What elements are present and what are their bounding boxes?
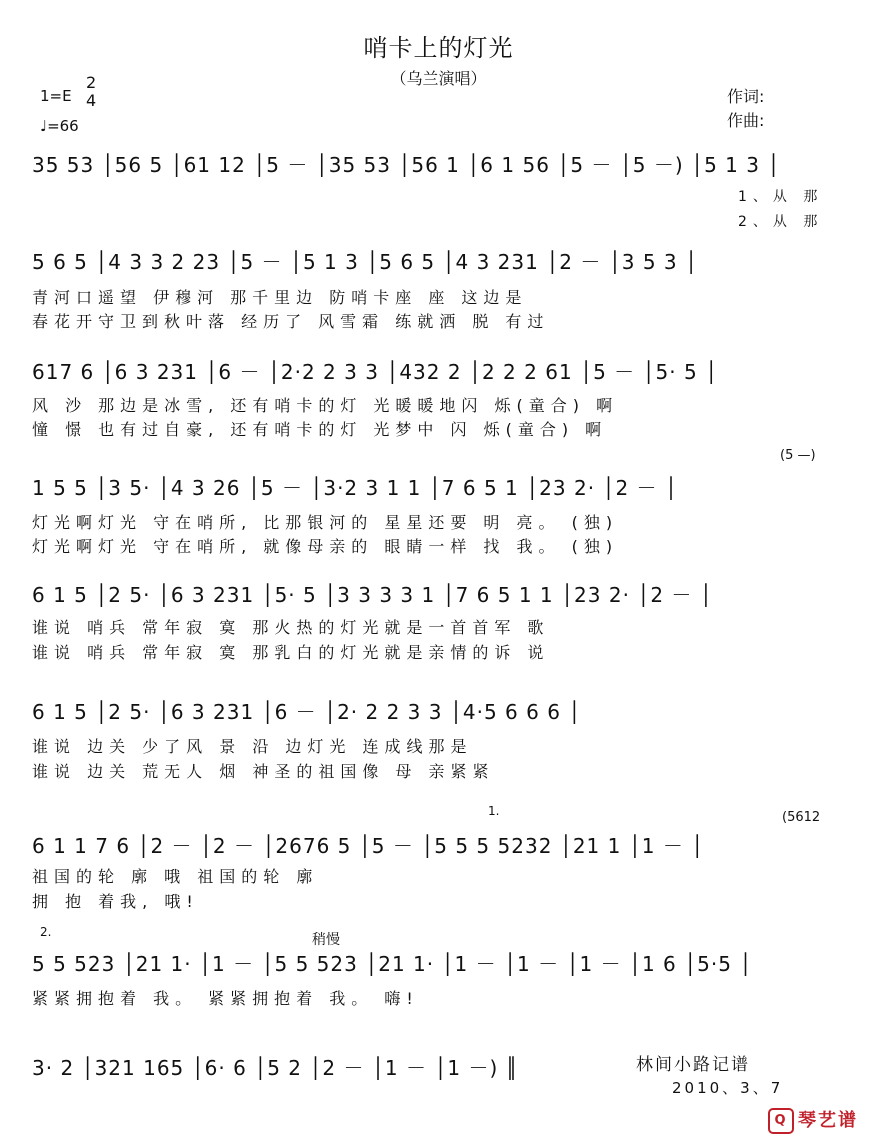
tempo-change-slow: 稍慢 [312, 932, 340, 948]
time-signature-numerator: 2 [86, 73, 97, 92]
lyric-row-2-verse-2: 春花开守卫到秋叶落 经历了 风雪霜 练就洒 脱 有过 [32, 312, 550, 331]
notes-row-9: 3· 2 │321 165 │6· 6 │5 2 │2 － │1 － │1 －) ║ [32, 1056, 519, 1080]
notes-row-1: 35 53 │56 5 │61 12 │5 － │35 53 │56 1 │6 1 56 │5 － │5 －) │5 1 3 │ [32, 153, 781, 177]
transcription-date: 2010、3、7 [672, 1079, 784, 1097]
lyric-row-4-verse-2: 灯光啊灯光 守在哨所, 就像母亲的 眼睛一样 找 我。 (独) [32, 537, 619, 556]
score-row-6 [32, 692, 852, 732]
time-signature [86, 74, 96, 110]
first-ending-marker: 1. [488, 804, 500, 818]
notes-row-2: 5 6 5 │4 3 3 2 23 │5 － │5 1 3 │5 6 5 │4 3 231 │2 － │3 5 3 │ [32, 250, 699, 274]
score-row-5 [32, 575, 852, 615]
logo-text: 琴艺谱 [798, 1110, 858, 1131]
notes-row-3: 617 6 │6 3 231 │6 － │2·2 2 3 3 │432 2 │2 2 2 61 │5 － │5· 5 │ [32, 360, 719, 384]
lyric-row-7-verse-2: 拥 抱 着我, 哦! [32, 892, 199, 911]
site-logo [768, 1106, 858, 1134]
notes-row-7: 6 1 1 7 6 │2 － │2 － │2676 5 │5 － │5 5 5 5232 │21 1 │1 － │ [32, 834, 705, 858]
transcriber-credit: 林间小路记谱 [636, 1055, 750, 1075]
lyric-row-6-verse-1: 谁说 边关 少了风 景 沿 边灯光 连成线那是 [32, 737, 473, 756]
score-row-4 [32, 468, 852, 508]
notes-row-6: 6 1 5 │2 5· │6 3 231 │6 － │2· 2 2 3 3 │4·5 6 6 6 │ [32, 700, 582, 724]
lyric-row-2-verse-1: 青河口遥望 伊穆河 那千里边 防哨卡座 座 这边是 [32, 288, 528, 307]
lyric-row-3-verse-1: 风 沙 那边是冰雪, 还有哨卡的灯 光暖暖地闪 烁(童合) 啊 [32, 396, 619, 415]
score-row-2 [32, 242, 852, 282]
tempo-marking: ♩=66 [40, 117, 79, 135]
composer-label: 作曲: [727, 111, 765, 130]
bracket-note-a: (5 —) [780, 448, 816, 463]
lyric-row-7-verse-1: 祖国的轮 廓 哦 祖国的轮 廓 [32, 867, 319, 886]
notes-row-8: 5 5 523 │21 1· │1 － │5 5 523 │21 1· │1 － │1 － │1 － │1 6 │5·5 │ [32, 952, 753, 976]
logo-mark-icon: Q [768, 1108, 794, 1134]
score-row-7 [32, 826, 852, 866]
lyric-row-8-verse-1: 紧紧拥抱着 我。 紧紧拥抱着 我。 嗨! [32, 989, 419, 1008]
lyricist-label: 作词: [727, 87, 765, 106]
song-subtitle: （乌兰演唱） [390, 69, 487, 88]
time-signature-denominator: 4 [86, 91, 97, 110]
lyric-row-5-verse-2: 谁说 哨兵 常年寂 寞 那乳白的灯光就是亲情的诉 说 [32, 643, 550, 662]
lyric-row-6-verse-2: 谁说 边关 荒无人 烟 神圣的祖国像 母 亲紧紧 [32, 762, 495, 781]
lyric-row-3-verse-2: 憧 憬 也有过自豪, 还有哨卡的灯 光梦中 闪 烁(童合) 啊 [32, 420, 608, 439]
lyric-row-1-verse-2: 2、从 那 [738, 214, 824, 230]
notes-row-4: 1 5 5 │3 5· │4 3 26 │5 － │3·2 3 1 1 │7 6 5 1 │23 2· │2 － │ [32, 476, 678, 500]
key-signature: 1=E [40, 87, 72, 105]
lyric-row-1-verse-1: 1、从 那 [738, 189, 824, 205]
score-row-8 [32, 944, 852, 984]
lyric-row-5-verse-1: 谁说 哨兵 常年寂 寞 那火热的灯光就是一首首军 歌 [32, 618, 550, 637]
score-row-1 [32, 145, 852, 185]
song-title: 哨卡上的灯光 [363, 34, 514, 62]
lyric-row-4-verse-1: 灯光啊灯光 守在哨所, 比那银河的 星星还要 明 亮。 (独) [32, 513, 619, 532]
bracket-note-b: (5612 [782, 810, 821, 825]
second-ending-marker: 2. [40, 925, 52, 939]
score-row-3 [32, 352, 852, 392]
notes-row-5: 6 1 5 │2 5· │6 3 231 │5· 5 │3 3 3 3 1 │7 6 5 1 1 │23 2· │2 － │ [32, 583, 713, 607]
